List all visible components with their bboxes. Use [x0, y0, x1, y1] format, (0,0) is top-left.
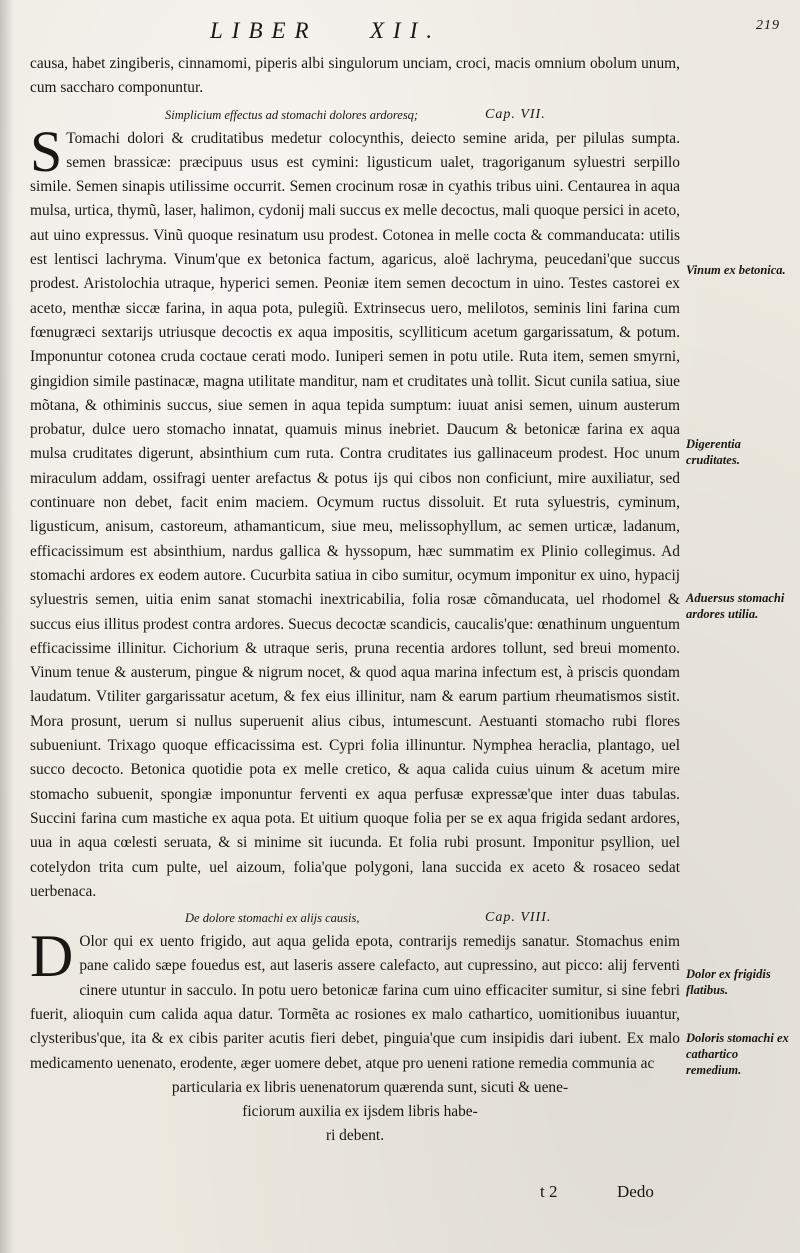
margin-note-vinum-betonica: Vinum ex betonica. [686, 263, 786, 277]
chapter-8-title: De dolore stomachi ex alijs causis, [185, 911, 360, 926]
continuation-paragraph: causa, habet zingiberis, cinnamomi, piperis albi singulorum unciam, croci, macis omnium obolum unum, cum saccharo componuntur. [30, 55, 680, 97]
running-head-liber: LIBER [210, 18, 318, 43]
closing-line-2: ficiorum auxilia ex ijsdem libris habe- [242, 1103, 478, 1121]
chapter-8-text: Olor qui ex uento frigido, aut aqua gelida epota, contrarijs remedijs sanatur. Stomachus enim pane calido sæpe fouedus est, aut laseris assere calefacto, aut cupressino, aut picco: alij ferventi cinere utuntur in sacculo. In potu uero betonicæ farina cum uino efficaciter sumitur, si sine febri fuerit, alioquin cum calida aqua datur. Tormẽta ac rosiones ex malo cathartico, uomitionibus iuuantur, clysteribus'que, ita & ex cibis pariter acutis fieri debet, pinguia'que cum insipidis dari iubent. Ex malo medicamento uenenato, erodente, æger uomere debet, atque pro ueneni ratione remedia communia ac [30, 933, 680, 1072]
chapter-7-paragraph [30, 118, 680, 905]
gutter-shadow [0, 0, 14, 1253]
chapter-8-paragraph [30, 923, 680, 1076]
margin-note-digerentia: Digerentia cruditates. [686, 437, 741, 467]
chapter-7-number: Cap. VII. [485, 106, 546, 122]
chapter-7-title: Simplicium effectus ad stomachi dolores ardoresq; [165, 107, 419, 122]
chapter-8-closing [30, 1076, 680, 1149]
chapter-7-text: Tomachi dolori & cruditatibus medetur colocynthis, deiecto semine arida, per pilulas sumpta. semen brassicæ: præcipuus usus est cymini: ligusticum ualet, tragoriganum syluestri serpillo simile. Semen sinapis utilissime occurrit. Semen crocinum rosæ in cyathis tribus uini. Centaurea in aqua mulsa, urtica, thymũ, laser, halimon, cydonij mali succus ex melle decoctus, mali quoque persici in aceto, aut uino expressus. Vinũ quoque resinatum usu prodest. Cotonea in melle cocta & commanducata: utilis est lentisci lachryma. Vinum'que ex betonica factum, agaricus, aloë lachryma, peucedani'que succus prodest. Aristolochia utraque, hyperici semen. Peoniæ item semen decoctum in uino. Testes castorei ex aceto, menthæ siccæ farina, in aqua pota, pulegiũ. Extrinsecus uero, melilotos, seminis lini farina cum fœnugræci sextarijs utriusque decoctis ex aqua impositis, scylliticum acetum gargarissatum, & potum. Imponuntur cotonea cruda coctaue cerati modo. Iuniperi semen in potu utile. Ruta item, semen smyrni, gingidion simile pastinacæ, magna utilitate manditur, nam et cruditates unà tollit. Sicut cunila satiua, siue mõtana, & othiminis succus, siue semen in aqua tepida sumptum: iuuat anisi semen, uinum austerum probatur, dulce uero stomacho innatat, quamuis minus inebriet. Daucum & betonicæ farina ex aqua mulsa cruditates digerunt, absinthium cum ruta. Contra cruditates ius gallinaceum prodest. Hoc unum miraculum addam, ossifragi uenter arefactus & potus ijs qui cibos non conficiunt, mire auxiliatur, sed continuare non debet, facit enim maciem. Ocymum ructus dissoluit. Et ruta syluestris, cyminum, ligusticum, anisum, castoreum, athamanticum, siue meu, melissophyllum, ac semen urticæ, ladanum, efficacissimum est absinthium, nardus gallica & hyssopum, hæc summatim ex Plinio collegimus. Ad stomachi ardores ex eodem autore. Cucurbita satiua in cibo sumitur, ocymum imponitur ex uino, hypacij syluestris semen, uitia enim sanat stomachi inextricabilia, folia rosæ cõmanducata, uel rhodomel & succus eius illitus prodest contra ardores. Suecus decoctæ scandicis, caucalis'que: œnathinum unguentum efficacissime illinitur. Cichorium & utraque seris, pruna recentia ardores tollunt, sed breui momento. Vinum tenue & austerum, pingue & nigrum nocet, & quod aqua marina infectum est, à priscis quondam laudatum. Vtiliter gargarissatur acetum, & fex eius illinitur, nam & earum partium rheumatismos sistit. Mora prosunt, uerum si nullus superuenit alius cibus, intumescunt. Aestuanti stomacho rubi flores subueniunt. Trixago quoque efficacissima est. Cypri folia illinuntur. Nymphea heraclia, plantago, uel succo decocto. Betonica quotidie pota ex melle cretico, & aqua calida cuius uinum & acetum mire stomacho subuenit, spongiæ imponuntur ferventi ex aqua perfusæ expressæ'que inter duas tabulas. Succini farina cum mastiche ex aqua pota. Et uitium quoque folia per se ex aqua frigida sedant ardores, uua in aqua cœlesti seruata, & si minime sit iucunda. Et folia rubi prosunt. Imponitur psyllion, uel cotelydon trita cum pulte, uel aizoum, folia'que polygoni, lana succida ex aceto & rosaceo sedat uerbenaca. [30, 129, 680, 900]
folio-number: 219 [756, 18, 780, 33]
chapter-8-heading [30, 906, 680, 930]
closing-line-1: particularia ex libris uenenatorum quærenda sunt, sicuti & uene- [171, 1078, 569, 1096]
main-text-block [30, 52, 680, 1149]
signature-mark: t 2 [540, 1182, 558, 1201]
closing-line-3: ri debent. [325, 1127, 385, 1145]
margin-note-stomachi-ardores: Aduersus stomachi ardores utilia. [686, 591, 785, 621]
chapter-8-initial: D [30, 923, 74, 990]
chapter-8-number: Cap. VIII. [485, 910, 552, 926]
margin-note-cathartico: Doloris stomachi ex cathartico remedium. [686, 1031, 789, 1077]
chapter-7-heading [30, 103, 680, 127]
margin-note-dolor-frigidis: Dolor ex frigidis flatibus. [686, 967, 771, 997]
running-head-book-number: XII. [370, 18, 442, 43]
catchword: Dedo [617, 1182, 654, 1201]
chapter-7-initial: S [30, 118, 63, 184]
running-head [40, 18, 680, 48]
